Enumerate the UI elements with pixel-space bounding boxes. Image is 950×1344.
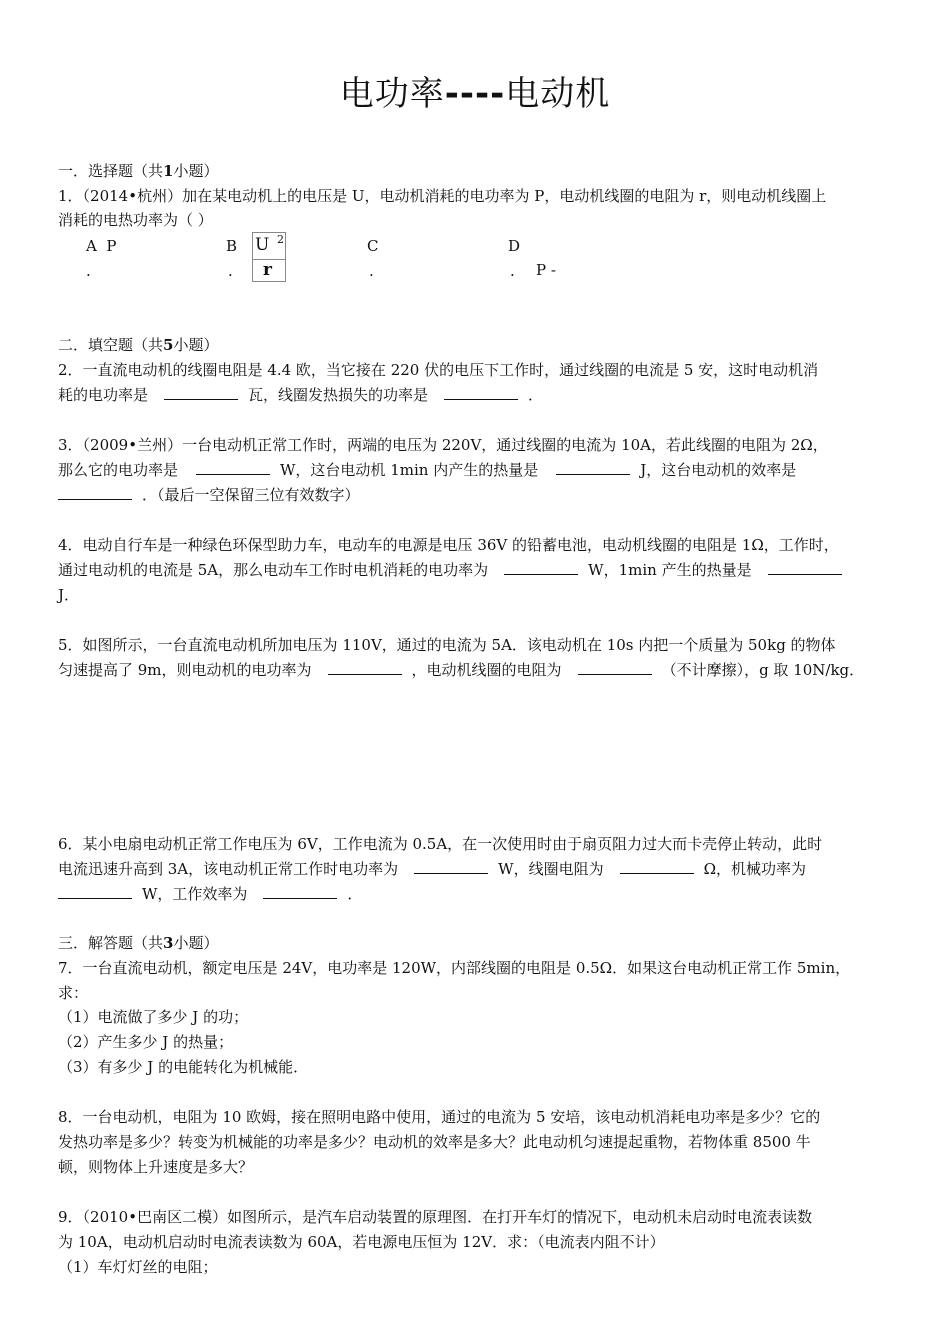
q3-line2 (58, 458, 898, 482)
q8-line3: 顿，则物体上升速度是多大？ (58, 1158, 254, 1176)
q2-line1: 2．一直流电动机的线圈电阻是 4.4 欧，当它接在 220 伏的电压下工作时，通过线圈的电流是 5 安，这时电动机消 (58, 361, 819, 379)
title-dashes: ---- (444, 74, 506, 114)
q2-text: 瓦，线圈发热损失的功率是 (248, 386, 429, 404)
q6-text: ． (347, 885, 363, 903)
q1-line1: 1．（2014•杭州）加在某电动机上的电压是 U，电动机消耗的电功率为 P，电动机线圈的电阻为 r，则电动机线圈上 (58, 187, 827, 205)
option-text: P (106, 237, 117, 255)
q1-option-a (86, 234, 116, 258)
answer-blank[interactable] (504, 560, 578, 575)
answer-blank[interactable] (556, 460, 630, 475)
q1-option-a-dot: . (86, 262, 91, 280)
fraction-numerator: U (255, 235, 270, 255)
section-count: 1 (163, 162, 174, 180)
q1-line2: 消耗的电热功率为（ ） (58, 211, 213, 229)
q5-text: （不计摩擦），g 取 10N/kg． (661, 661, 865, 679)
section-count: 5 (163, 336, 174, 354)
q9-line2: 为 10A，电动机启动时电流表读数为 60A，若电源电压恒为 12V．求：（电流表内阻不计） (58, 1233, 665, 1251)
q7-line3: （1）电流做了多少 J 的功； (58, 1008, 249, 1026)
q6-line1: 6．某小电扇电动机正常工作电压为 6V，工作电流为 0.5A，在一次使用时由于扇页阻力过大而卡壳停止转动，此时 (58, 835, 823, 853)
q8-line2: 发热功率是多少？转变为机械能的功率是多少？电动机的效率是多大？此电动机匀速提起重物，若物体重 8500 牛 (58, 1133, 811, 1151)
answer-blank[interactable] (620, 859, 694, 874)
q4-line2 (58, 558, 898, 582)
q1-option-b-fraction (252, 232, 286, 282)
q7-line5: （3）有多少 J 的电能转化为机械能． (58, 1058, 309, 1076)
answer-blank[interactable] (164, 385, 238, 400)
section-heading-choice (58, 159, 898, 183)
section-heading-text: 三．解答题（共 (58, 934, 164, 952)
q1-option-d-letter: D (508, 237, 521, 255)
fraction-denominator: r (263, 260, 272, 280)
answer-blank[interactable] (328, 660, 402, 675)
answer-blank[interactable] (58, 485, 132, 500)
q6-text: W，线圈电阻为 (498, 860, 604, 878)
section-heading-tail: 小题） (173, 162, 219, 180)
q7-line4: （2）产生多少 J 的热量； (58, 1033, 234, 1051)
q3-line3 (58, 483, 898, 507)
q4-text: 通过电动机的电流是 5A，那么电动车工作时电机消耗的电功率为 (58, 561, 489, 579)
section-heading-tail: 小题） (173, 336, 219, 354)
section-heading-answer (58, 931, 898, 955)
title-main: 电功率 (339, 74, 445, 114)
q2-line2 (58, 383, 898, 407)
q2-text: ． (528, 386, 544, 404)
q5-line1: 5．如图所示，一台直流电动机所加电压为 110V，通过的电流为 5A．该电动机在 10s 内把一个质量为 50kg 的物体 (58, 636, 836, 654)
q6-text: W，工作效率为 (142, 885, 248, 903)
q6-line3 (58, 882, 898, 906)
q1-option-b-dot: . (228, 262, 233, 280)
q6-text: Ω，机械功率为 (703, 860, 807, 878)
q6-line2 (58, 857, 898, 881)
q3-text: W，这台电动机 1min 内产生的热量是 (280, 461, 539, 479)
title-sub: 电动机 (505, 74, 611, 114)
q1-option-d-dot: . (510, 262, 515, 280)
answer-blank[interactable] (196, 460, 270, 475)
answer-blank[interactable] (578, 660, 652, 675)
answer-blank[interactable] (768, 560, 842, 575)
q2-text: 耗的电功率是 (58, 386, 149, 404)
q9-line1: 9．（2010•巴南区二模）如图所示，是汽车启动装置的原理图．在打开车灯的情况下，电动机未启动时电流表读数 (58, 1208, 813, 1226)
q7-line2: 求： (58, 984, 89, 1002)
q1-option-b-letter: B (226, 237, 238, 255)
q5-text: 匀速提高了 9m，则电动机的电功率为 (58, 661, 312, 679)
answer-blank[interactable] (444, 385, 518, 400)
q8-line1: 8．一台电动机，电阻为 10 欧姆，接在照明电路中使用，通过的电流为 5 安培，该电动机消耗电功率是多少？它的 (58, 1108, 821, 1126)
page-title (0, 66, 950, 115)
section-heading-fill (58, 333, 898, 357)
answer-blank[interactable] (414, 859, 488, 874)
q3-line1: 3．（2009•兰州）一台电动机正常工作时，两端的电压为 220V，通过线圈的电流为 10A，若此线圈的电阻为 2Ω， (58, 436, 828, 454)
q6-text: 电流迅速升高到 3A，该电动机正常工作时电功率为 (58, 860, 399, 878)
q3-text: J，这台电动机的效率是 (640, 461, 797, 479)
section-count: 3 (163, 934, 174, 952)
answer-blank[interactable] (58, 884, 132, 899)
q9-line3: （1）车灯灯丝的电阻； (58, 1258, 218, 1276)
section-heading-text: 二．填空题（共 (58, 336, 164, 354)
answer-blank[interactable] (263, 884, 337, 899)
q3-text: ．（最后一空保留三位有效数字） (142, 486, 360, 504)
section-heading-text: 一．选择题（共 (58, 162, 164, 180)
q4-line3: J． (58, 586, 80, 604)
q3-text: 那么它的电功率是 (58, 461, 179, 479)
q1-option-c-dot: . (369, 262, 374, 280)
fraction-exponent: 2 (277, 233, 284, 246)
option-letter: A (86, 237, 97, 255)
q4-text: W，1min 产生的热量是 (588, 561, 752, 579)
q7-line1: 7．一台直流电动机，额定电压是 24V，电功率是 120W，内部线圈的电阻是 0.5Ω．如果这台电动机正常工作 5min， (58, 959, 851, 977)
q5-line2 (58, 658, 898, 682)
q1-option-c-letter: C (367, 237, 379, 255)
q4-line1: 4．电动自行车是一种绿色环保型助力车，电动车的电源是电压 36V 的铅蓄电池，电动机线圈的电阻是 1Ω，工作时， (58, 536, 839, 554)
section-heading-tail: 小题） (173, 934, 219, 952)
q5-text: ，电动机线圈的电阻为 (411, 661, 562, 679)
q1-option-d-text: P - (536, 261, 556, 279)
